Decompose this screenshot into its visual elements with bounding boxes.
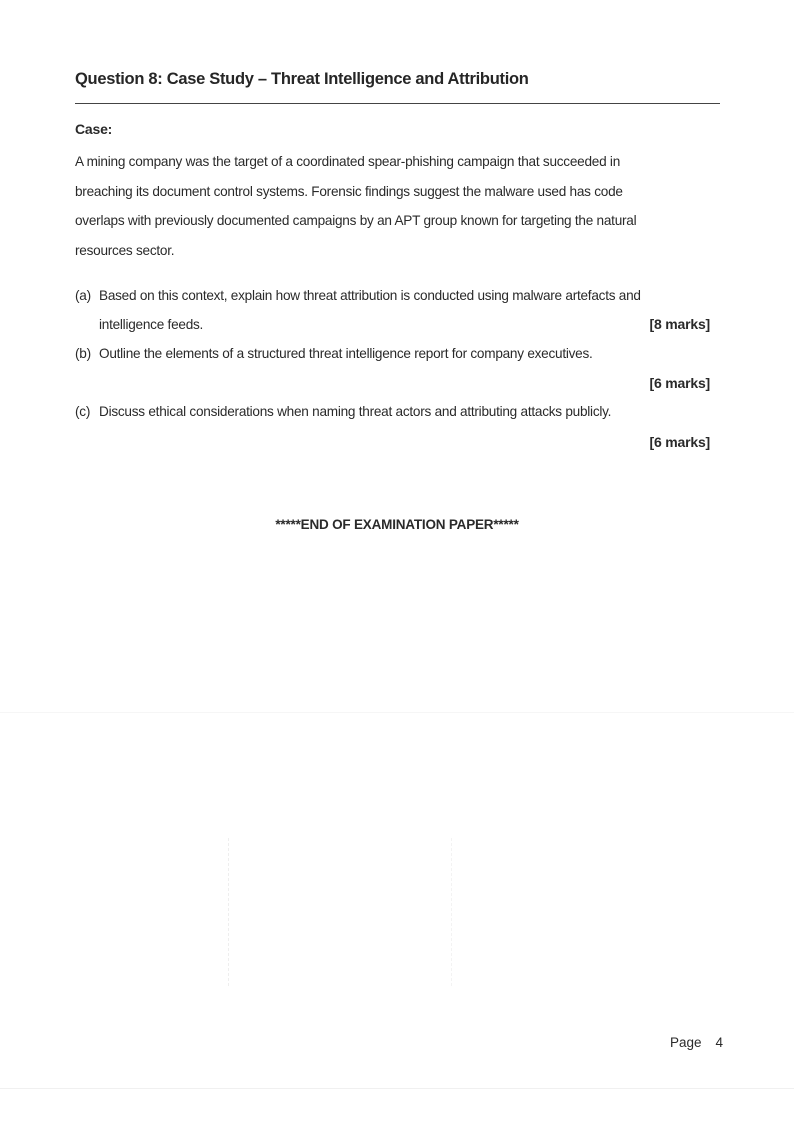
case-line: breaching its document control systems. Forensic findings suggest the malware used has code: [75, 183, 623, 199]
scan-artifact: [0, 1088, 794, 1089]
faded-stamp: [228, 838, 452, 986]
part-label: (a): [75, 288, 91, 303]
case-line: A mining company was the target of a coordinated spear-phishing campaign that succeeded in: [75, 154, 621, 169]
title-divider: [75, 103, 720, 104]
page-number: 4: [715, 1035, 724, 1050]
marks: [8 marks]: [649, 316, 710, 332]
marks: [6 marks]: [649, 434, 710, 450]
part-text: Based on this context, explain how threat attribution is conducted using malware artefacts and: [99, 288, 641, 303]
part-text: Outline the elements of a structured threat intelligence report for company executives.: [99, 346, 593, 361]
scan-artifact: [0, 712, 794, 713]
case-paragraph: [75, 147, 735, 266]
case-line: resources sector.: [75, 243, 175, 259]
part-label: (c): [75, 404, 91, 419]
part-text: intelligence feeds.: [99, 317, 204, 332]
part-text: Discuss ethical considerations when naming threat actors and attributing attacks publicly.: [99, 404, 612, 419]
case-line: overlaps with previously documented campaigns by an APT group known for targeting the natural: [75, 213, 637, 229]
end-of-paper: *****END OF EXAMINATION PAPER*****: [275, 517, 519, 532]
page-label: Page: [670, 1035, 702, 1050]
marks: [6 marks]: [649, 375, 710, 391]
case-label: Case:: [75, 121, 113, 137]
part-label: (b): [75, 346, 91, 361]
question-title: Question 8: Case Study – Threat Intelligence and Attribution: [75, 70, 529, 88]
page-footer: [670, 1035, 723, 1050]
